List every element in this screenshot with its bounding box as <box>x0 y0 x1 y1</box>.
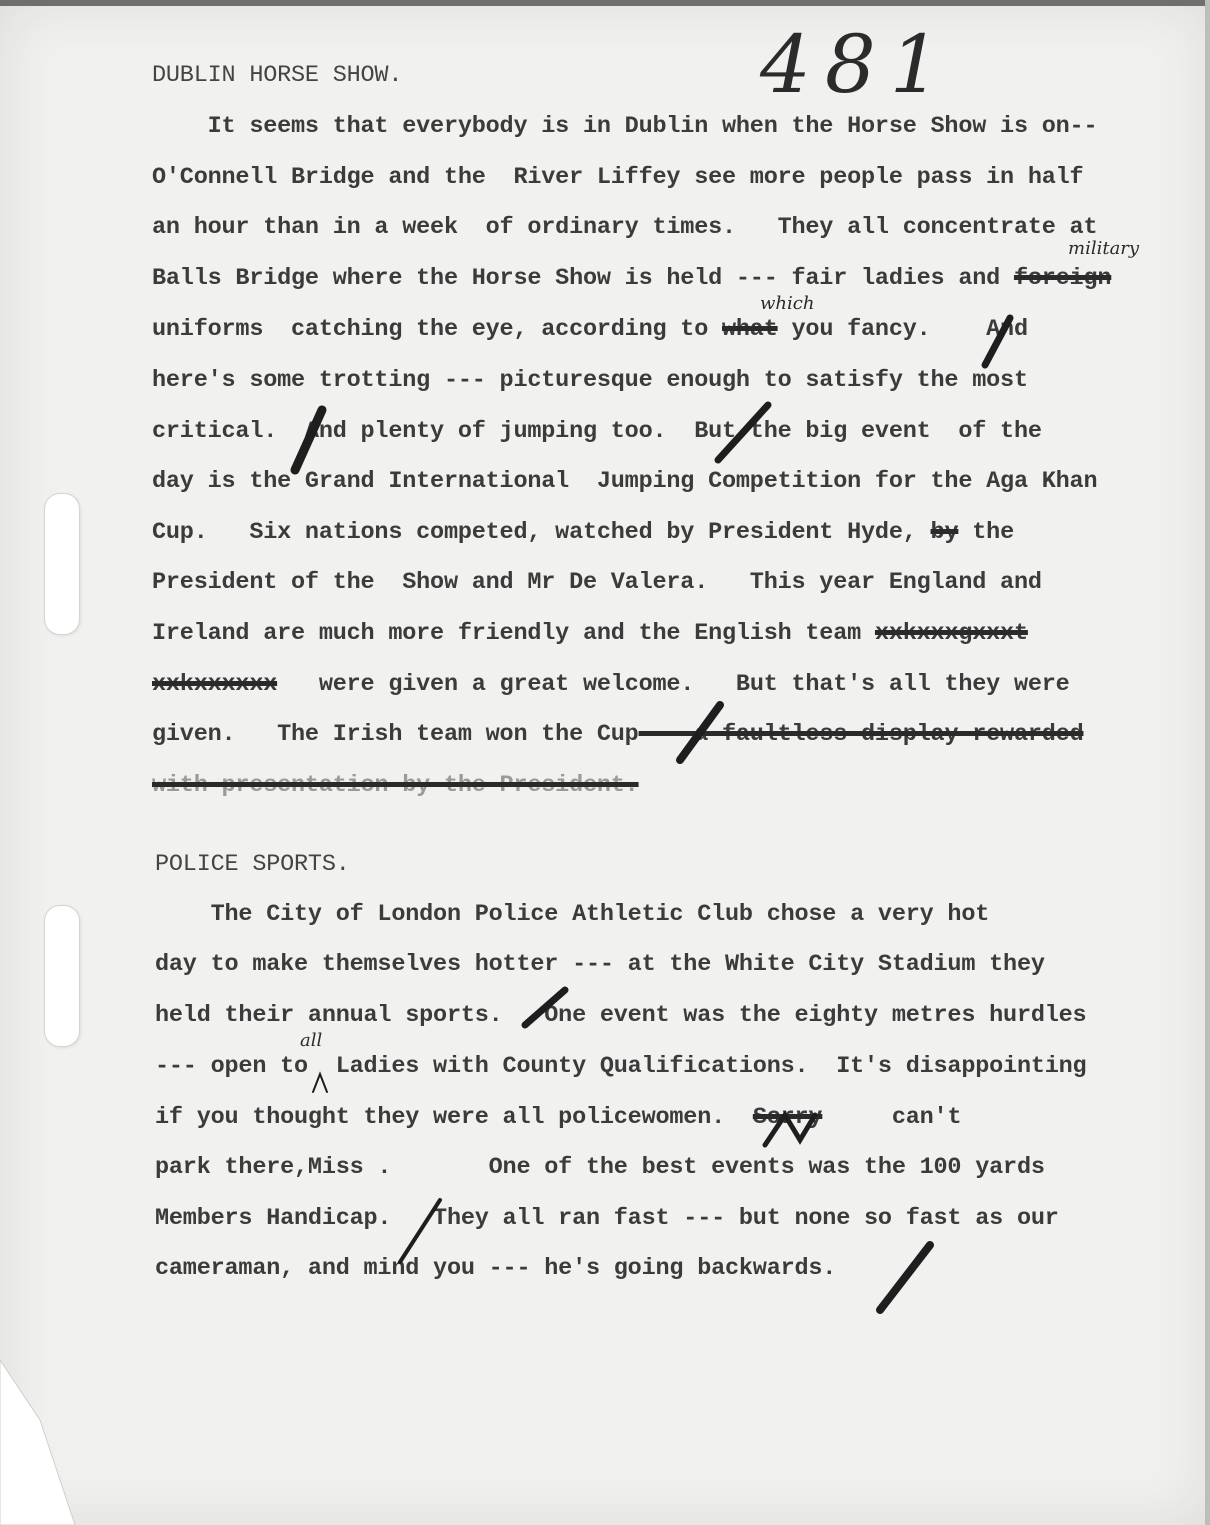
text-line: President of the Show and Mr De Valera. This year England and <box>152 569 1042 596</box>
text-line: It seems that everybody is in Dublin when the Horse Show is on-- <box>152 113 1098 140</box>
handwritten-insert: military <box>1068 238 1140 259</box>
cut-mark <box>880 1245 930 1310</box>
text-line: O'Connell Bridge and the River Liffey see more people pass in half <box>152 164 1084 191</box>
text-line: Members Handicap. They all ran fast --- but none so fast as our <box>155 1205 1059 1232</box>
section-heading-police-sports: POLICE SPORTS. <box>155 851 350 878</box>
text-line: Cup. Six nations competed, watched by President Hyde, by the <box>152 519 1014 546</box>
struck-phrase: with presentation by the President. <box>152 772 639 799</box>
text-line: Ireland are much more friendly and the English team xxkxxxgxxxt <box>152 620 1028 647</box>
cut-mark <box>680 705 720 760</box>
struck-word: Sorry <box>752 1104 823 1131</box>
handwritten-insert: all <box>300 1030 323 1051</box>
struck-word: what <box>722 316 778 343</box>
text-line: given. The Irish team won the Cup--- a faultless display rewarded <box>152 721 1084 748</box>
text-line: park there,Miss . One of the best events was the 100 yards <box>155 1154 1045 1181</box>
text-line: held their annual sports. One event was the eighty metres hurdles <box>155 1002 1087 1029</box>
text-line: Balls Bridge where the Horse Show is held --- fair ladies and foreign <box>152 265 1112 292</box>
handwritten-page-number: 481 <box>760 18 955 111</box>
caret-mark <box>313 1074 327 1092</box>
text-line: The City of London Police Athletic Club chose a very hot <box>155 901 990 928</box>
text-line: xxkxxxxxx were given a great welcome. But that's all they were <box>152 671 1070 698</box>
text-line: cameraman, and mind you --- he's going backwards. <box>155 1255 837 1282</box>
correction-mark <box>765 1115 815 1145</box>
cut-mark <box>718 405 768 460</box>
text-line: critical. And plenty of jumping too. But the big event of the <box>152 418 1042 445</box>
cut-mark <box>525 990 565 1025</box>
struck-word: by <box>930 519 959 546</box>
text-line: uniforms catching the eye, according to what you fancy. And <box>152 316 1028 343</box>
struck-word: foreign <box>1013 265 1112 292</box>
struck-word: xxkxxxxxx <box>152 671 278 698</box>
cut-mark <box>295 410 322 470</box>
text-line: day is the Grand International Jumping Competition for the Aga Khan <box>152 468 1098 495</box>
text-line: if you thought they were all policewomen. Sorry can't <box>155 1104 962 1131</box>
struck-word: xxkxxxgxxxt <box>874 620 1028 647</box>
handwritten-insert: which <box>760 293 815 314</box>
section-heading-dublin-horse-show: DUBLIN HORSE SHOW. <box>152 62 403 89</box>
struck-phrase: --- a faultless display rewarded <box>638 721 1084 748</box>
cut-mark <box>985 318 1010 365</box>
text-line: day to make themselves hotter --- at the White City Stadium they <box>155 951 1045 978</box>
text-line: here's some trotting --- picturesque enough to satisfy the most <box>152 367 1028 394</box>
cut-mark <box>400 1200 440 1262</box>
text-line: an hour than in a week of ordinary times. They all concentrate at <box>152 214 1098 241</box>
text-line: --- open to Ladies with County Qualifications. It's disappointing <box>155 1053 1087 1080</box>
